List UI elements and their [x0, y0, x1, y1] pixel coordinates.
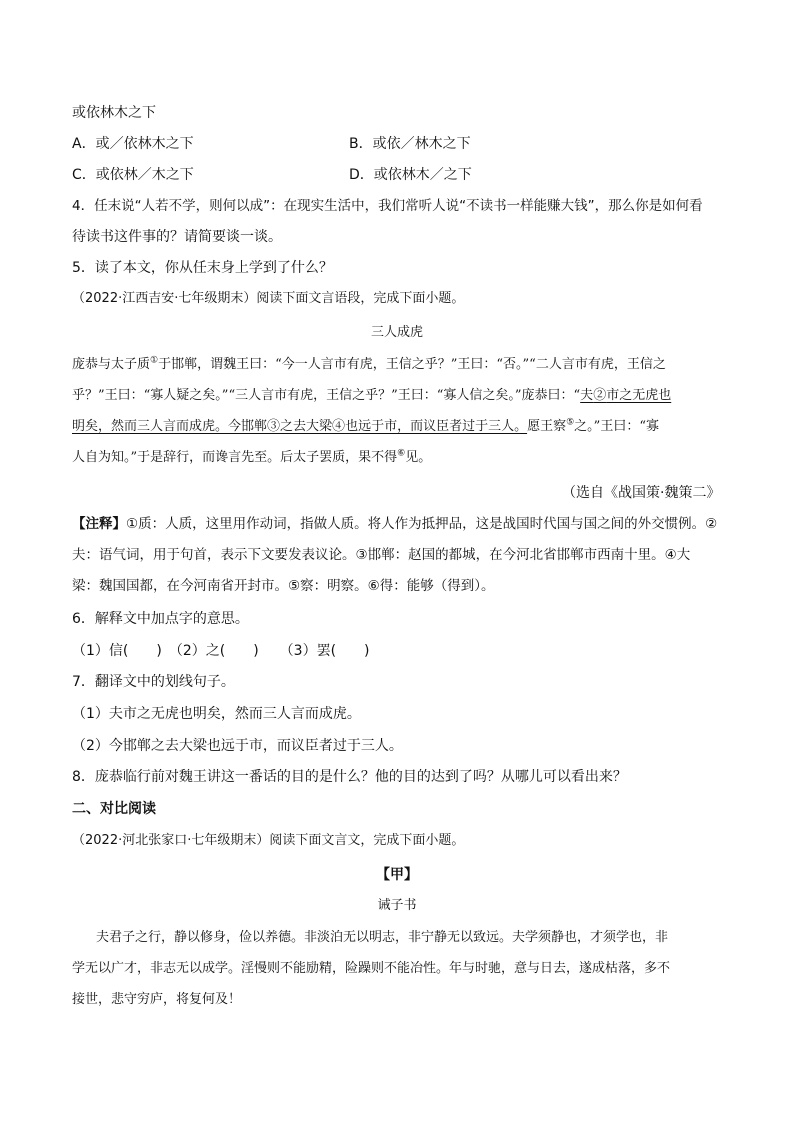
q3-stem: 或依林木之下 [72, 105, 156, 121]
q4-line-1: 4．任末说“人若不学，则何以成”：在现实生活中，我们常听人说“不读书一样能赚大钱”，那么你是如何看 [72, 198, 703, 214]
section-2-heading: 二、对比阅读 [72, 801, 156, 817]
passage1-line-3: 明矣，然而三人言而成虎。今邯郸③之去大梁④也远于市，而议臣者过于三人。愿王察⑤之。”王曰：“寡 [72, 417, 659, 434]
q7-stem: 7．翻译文中的划线句子。 [72, 674, 235, 690]
notes-line-2: 夫：语气词，用于句首，表示下文要发表议论。③邯郸：赵国的都城，在今河北省邯郸市西南十里。④大 [72, 547, 691, 563]
notes-line-1: 【注释】①质：人质，这里用作动词，指做人质。将人作为抵押品，这是战国时代国与国之间的外交惯例。② [72, 516, 718, 532]
passage1-line-2: 乎？”王曰：“寡人疑之矣。”“三人言市有虎，王信之乎？”王曰：“寡人信之矣。”庞恭曰：“夫②市之无虎也 [72, 388, 672, 403]
passage-jia-line-3: 接世，悲守穷庐，将复何及！ [72, 992, 242, 1007]
q3-option-c: C．或依林／木之下 [72, 167, 194, 183]
passage1-line-4: 人自为知。”于是辞行，而谗言先至。后太子罢质，果不得⑥见。 [72, 448, 432, 465]
passage-jia-line-1: 夫君子之行，静以修身，俭以养德。非淡泊无以明志，非宁静无以致远。夫学须静也，才须学也，非 [96, 930, 669, 945]
q5-question: 5．读了本文，你从任末身上学到了什么？ [72, 260, 333, 276]
passage-jia-title: 诫子书 [377, 898, 417, 913]
underlined-sentence-1: 夫②市之无虎也 [580, 388, 672, 403]
q6-stem: 6．解释文中加点字的意思。 [72, 611, 249, 627]
section-2-intro: （2022·河北张家口·七年级期末）阅读下面文言文，完成下面小题。 [72, 833, 465, 848]
passage1-source: （选自《战国策·魏策二》 [562, 485, 721, 501]
q7-sentence-2: （2）今邯郸之去大梁也远于市，而议臣者过于三人。 [72, 738, 403, 754]
notes-line-3: 梁：魏国国都，在今河南省开封市。⑤察：明察。⑥得：能够（得到）。 [72, 578, 495, 594]
q8-question: 8．庞恭临行前对魏王讲这一番话的目的是什么？他的目的达到了吗？从哪儿可以看出来？ [72, 769, 627, 785]
q4-line-2: 待读书这件事的？请简要谈一谈。 [72, 229, 282, 245]
q3-option-a: A．或／依林木之下 [72, 136, 194, 152]
q3-option-d: D．或依林木／之下 [349, 167, 472, 183]
passage-jia-label: 【甲】 [376, 867, 418, 883]
q7-sentence-1: （1）夫市之无虎也明矣，然而三人言而成虎。 [72, 706, 361, 722]
passage1-title: 三人成虎 [370, 325, 423, 340]
passage1-intro: （2022·江西吉安·七年级期末）阅读下面文言语段，完成下面小题。 [72, 291, 465, 306]
passage-jia-line-2: 学无以广才，非志无以成学。淫慢则不能励精，险躁则不能冶性。年与时驰，意与日去，遂成枯落，多不 [72, 961, 671, 976]
underlined-sentence-cont: 明矣，然而三人言而成虎。今邯郸③之去大梁④也远于市，而议臣者过于三人。 [72, 419, 528, 434]
q3-option-b: B．或依／林木之下 [349, 136, 471, 152]
q6-items: （1）信( ) （2）之( ) （3）罢( ) [72, 643, 370, 659]
passage1-line-1: 庞恭与太子质①于邯郸，谓魏王曰：“今一人言市有虎，王信之乎？”王曰：“否。”“二人言市有虎，王信之 [72, 355, 666, 372]
